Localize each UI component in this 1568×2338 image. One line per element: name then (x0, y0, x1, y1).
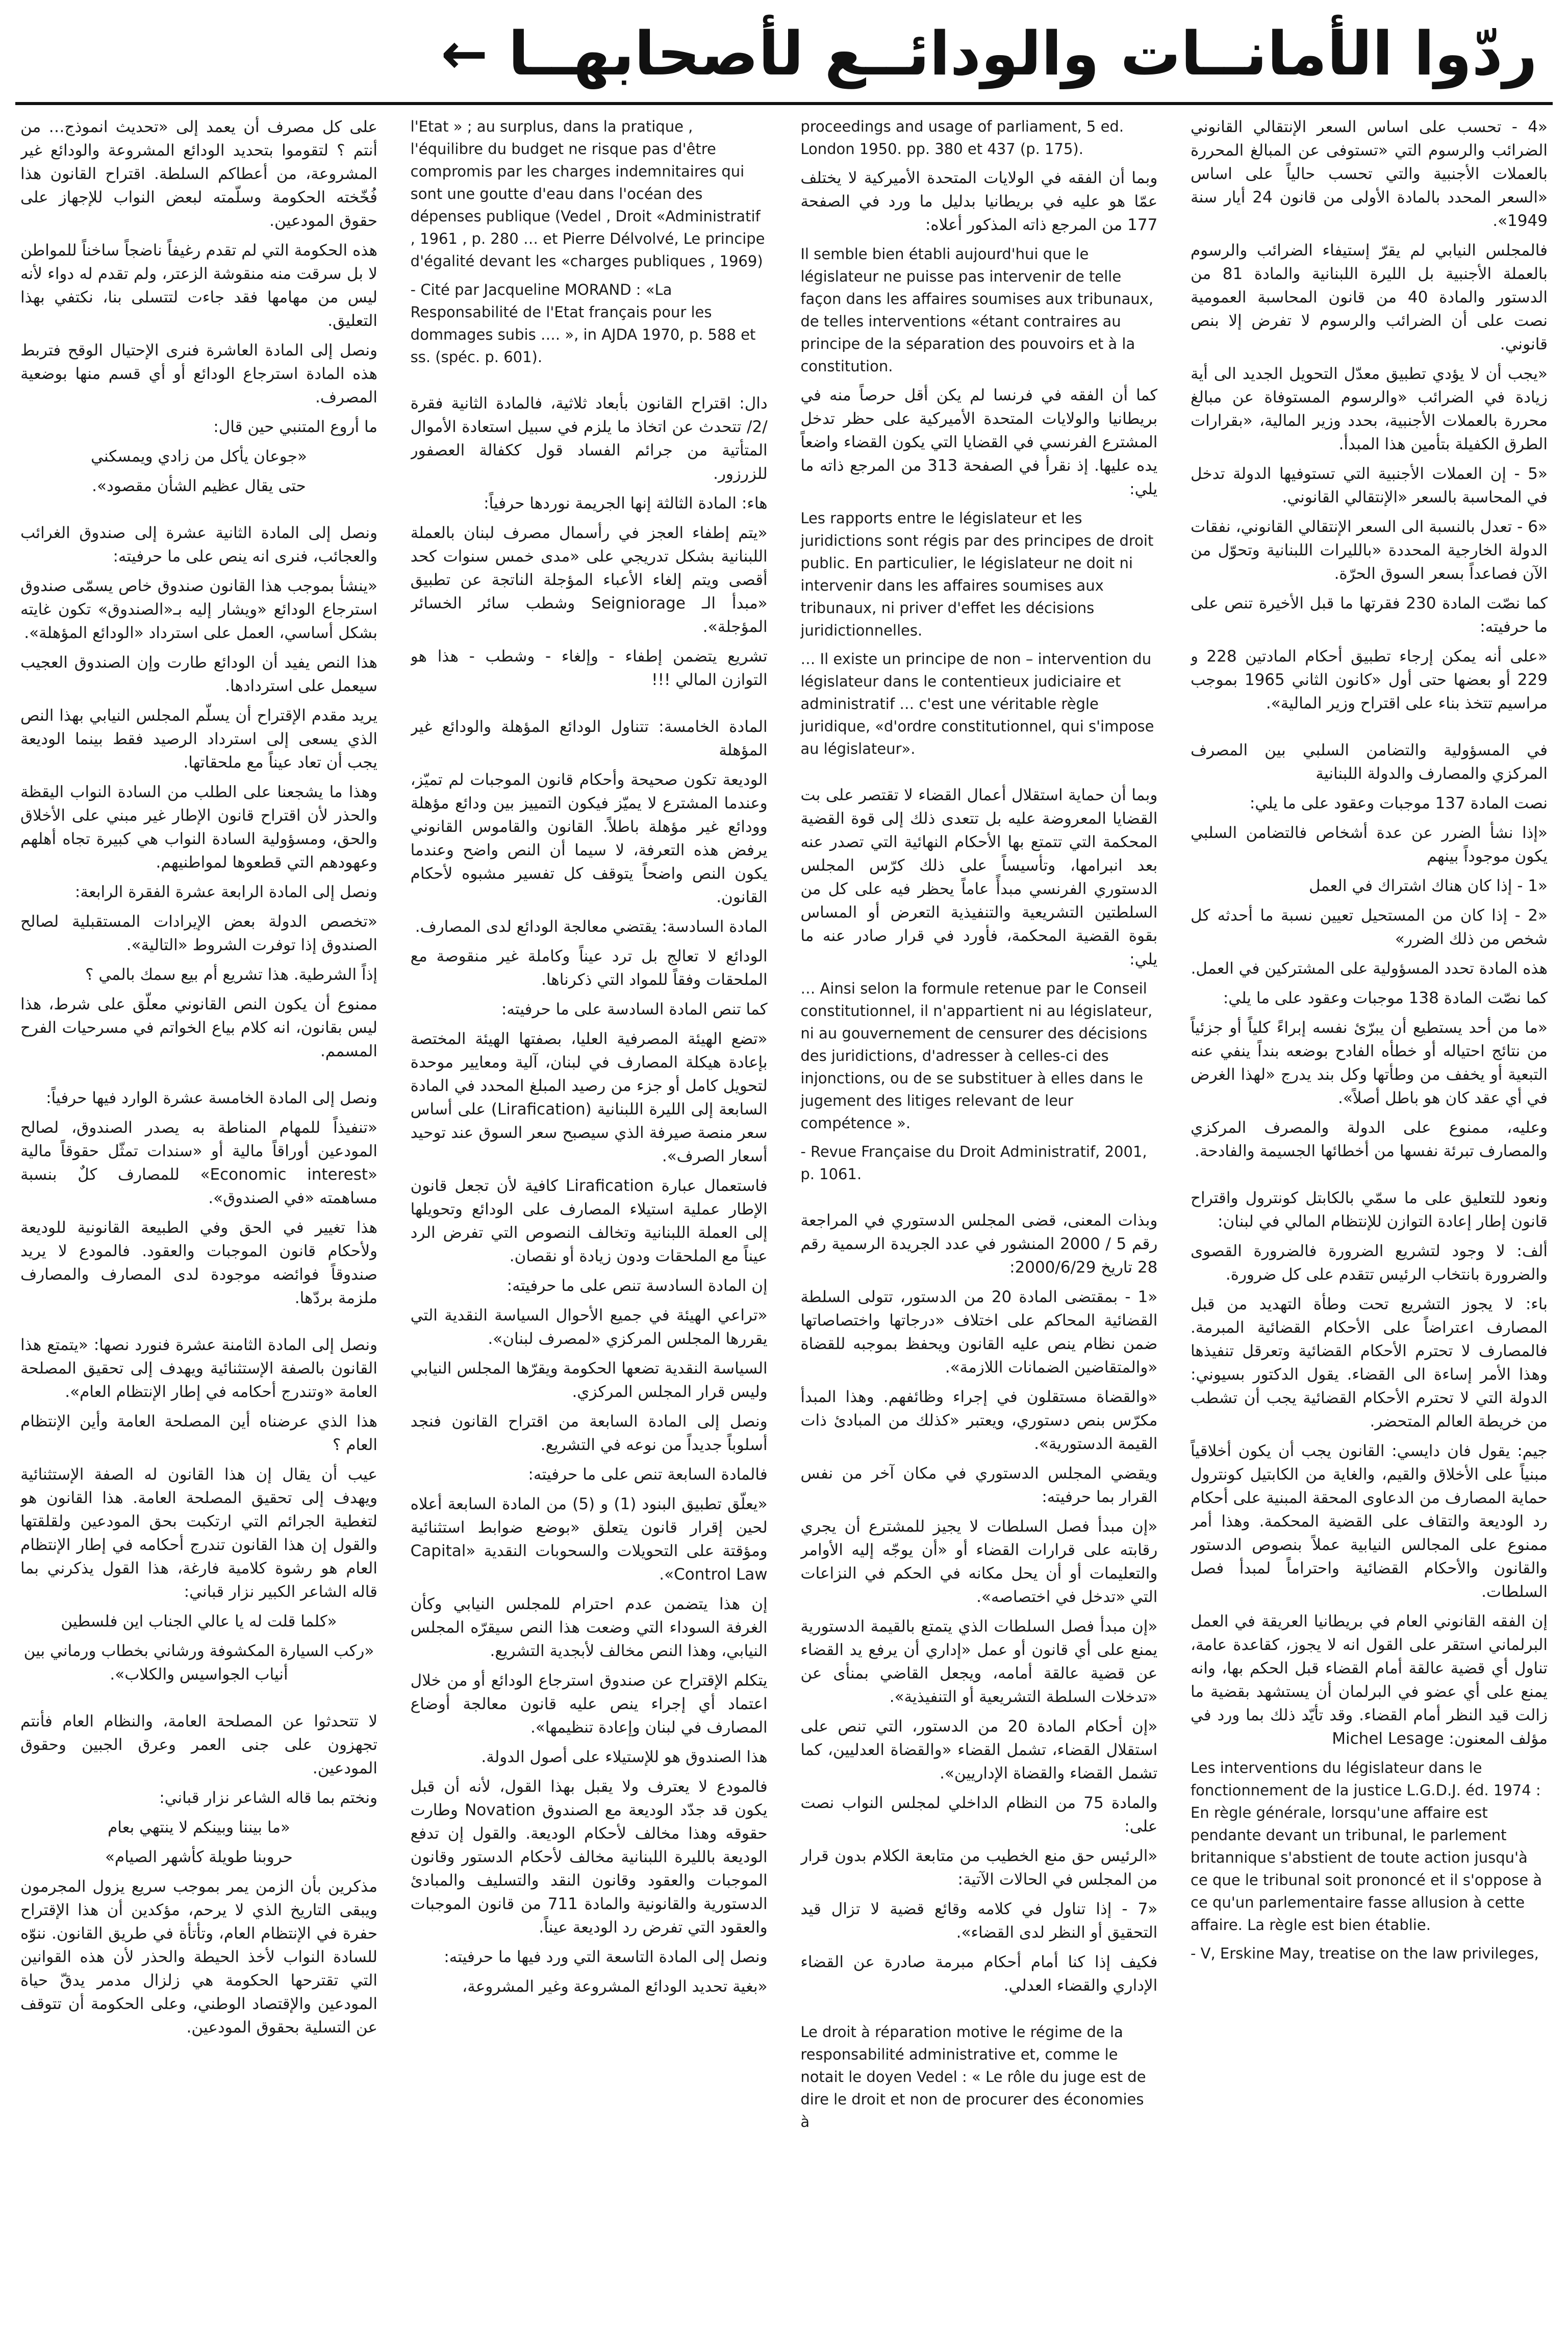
poem-verse: حتى يقال عظيم الشأن مقصود». (92, 477, 306, 495)
paragraph: فاستعمال عبارة Lirafication كافية لأن تجعل قانون الإطار عملية استيلاء المصارف على الودائع وتحويلها إلى العملة اللبنانية وتخالف النصوص التي تفرض الرد عيناً مع الملحقات ودون زيادة أو نقصان. (410, 1177, 768, 1265)
paragraph: كما نصّت المادة 230 فقرتها ما قبل الأخيرة تنص على ما حرفيته: (1190, 594, 1548, 636)
paragraph: «تخصص الدولة بعض الإيرادات المستقبلية لصالح الصندوق إذا توفرت الشروط «التالية». (20, 912, 377, 954)
paragraph-spacer (1191, 721, 1548, 739)
paragraph: هذا تغيير في الحق وفي الطبيعة القانونية للوديعة ولأحكام قانون الموجبات والعقود. فالمودع لا يريد صندوقاً فوائضه موجودة لدى المصارف والمصارف ملزمة بردّها. (20, 1218, 377, 1307)
paragraph: ونصل إلى المادة الثانية عشرة إلى صندوق الغرائب والعجائب، فنرى انه ينص على ما حرفيته: (20, 524, 377, 566)
paragraph: باء: لا يجوز التشريع تحت وطأة التهديد من قبل المصارف اعتراضاً على الأحكام القضائية المبرمة. فالمصارف لا تحترم الأحكام القضائية وتعرقل تنفيذها وهذا الأمر إساءة الى القضاء. يقول الدكتور بسيوني: الدولة التي لا تحترم الأحكام القضائية يجب أن تشطب من خريطة العالم المتحضر. (1190, 1295, 1548, 1431)
paragraph: ما أروع المتنبي حين قال: (213, 418, 377, 436)
paragraph: ونصل إلى المادة الرابعة عشرة الفقرة الرابعة: (74, 883, 377, 901)
paragraph: في المسؤولية والتضامن السلبي بين المصرف المركزي والمصارف والدولة اللبنانية (1190, 741, 1548, 783)
column-1 (1191, 115, 1548, 2324)
paragraph-spacer (1191, 1169, 1548, 1186)
paragraph: كما تنص المادة السادسة على ما حرفيته: (501, 1000, 768, 1019)
paragraph: إن هذا يتضمن عدم احترام للمجلس النيابي وكأن الغرفة السوداء التي وضعت هذا النص سيقرّه المجلس النيابي، وهذا النص مخالف لأبجدية التشريع. (410, 1595, 768, 1660)
paragraph: ونصل إلى المادة السابعة من اقتراح القانون فنجد أسلوباً جديداً من نوعه في التشريع. (410, 1412, 768, 1454)
paragraph: «تضع الهيئة المصرفية العليا، بصفتها الهيئة المختصة بإعادة هيكلة المصارف في لبنان، آلية ومعايير موحدة لتحويل كامل أو جزء من رصيد المبلغ المحدد في المادة السابعة إلى الليرة اللبنانية (Lirafication) على أساس سعر منصة صيرفة الذي سيصبح سعر السوق عند توحيد أسعار الصرف». (410, 1030, 768, 1165)
paragraph: يتكلم الإقتراح عن صندوق استرجاع الودائع أو من خلال اعتماد أي إجراء ينص عليه قانون معالجة أوضاع المصارف في لبنان وإعادة تنظيمها». (410, 1671, 768, 1737)
paragraph-spacer (20, 504, 377, 521)
paragraph: «إن مبدأ فصل السلطات لا يجيز للمشترع أن يجري رقابته على قرارات القضاء أو «أن يوجّه إليه الأوامر والتعليمات أو أن يحل مكانه في الحكم في النزاعات التي «تدخل في اختصاصه». (800, 1517, 1158, 1606)
paragraph: يريد مقدم الإقتراح أن يسلّم المجلس النيابي بهذا النص الذي يسعى إلى استرداد الرصيد فقط بينما الوديعة يجب أن تعاد عيناً مع ملحقاتها. (20, 706, 377, 772)
headline-rule (15, 102, 1553, 105)
paragraph: المادة الخامسة: تتناول الودائع المؤهلة والودائع غير المؤهلة (410, 718, 768, 759)
paragraph: ونختم بما قاله الشاعر نزار قباني: (159, 1789, 377, 1807)
paragraph: نصت المادة 137 موجبات وعقود على ما يلي: (1249, 794, 1548, 812)
paragraph: «الرئيس حق منع الخطيب من متابعة الكلام بدون قرار من المجلس في الحالات الآتية: (800, 1847, 1158, 1889)
paragraph: وبذات المعنى، قضى المجلس الدستوري في المراجعة رقم 5 / 2000 المنشور في عدد الجريدة الرسمية رقم 28 تاريخ 2000/6/29: (800, 1211, 1158, 1277)
paragraph: ونصل إلى المادة الخامسة عشرة الوارد فيها حرفياً: (46, 1089, 377, 1107)
paragraph: لا تتحدثوا عن المصلحة العامة، والنظام العام فأنتم تجهزون على جنى العمر وعرق الجبين وحقوق المودعين. (20, 1712, 377, 1777)
paragraph: «6 - تعدل بالنسبة الى السعر الإنتقالي القانوني، نفقات الدولة الخارجية المحددة «بالليرات اللبنانية وتحوّل من الآن فصاعداً بسعر السوق الحرّة. (1190, 518, 1548, 583)
headline (441, 15, 1537, 92)
paragraph: إن المادة السادسة تنص على ما حرفيته: (507, 1277, 768, 1295)
paragraph: - Revue Française du Droit Administratif, 2001, p. 1061. (800, 1143, 1147, 1183)
paragraph: ونعود للتعليق على ما سمّي بالكابتل كونترول واقتراح قانون إطار إعادة التوازن للإنتظام المالي في لبنان: (1190, 1189, 1548, 1231)
paragraph: ألف: لا وجود لتشريع الضرورة فالضرورة القصوى والضرورة بانتخاب الرئيس تتقدم على كل ضرورة. (1190, 1242, 1548, 1284)
column-4 (20, 115, 377, 2324)
paragraph: «والقضاة مستقلون في إجراء وظائفهم. وهذا المبدأ مكرّس بنص دستوري، ويعتبر «كذلك من المبادئ ذات القيمة الدستورية». (800, 1388, 1158, 1453)
paragraph: Il semble bien établi aujourd'hui que le législateur ne puisse pas intervenir de telle façon dans les affaires soumises aux tribunaux, de telles interventions «étant contraires au principe de la séparation des pouvoirs et à la constitution. (800, 245, 1154, 375)
paragraph: «إن مبدأ فصل السلطات الذي يتمتع بالقيمة الدستورية يمنع على أي قانون أو عمل «إداري أن يرفع يد القضاء عن قضية عالقة أمامه، ويجعل القاضي بمنأى عن «تدخلات السلطة التشريعية أو التنفيذية». (800, 1617, 1158, 1706)
paragraph-spacer (20, 1316, 377, 1333)
paragraph: «1 - إذا كان هناك اشتراك في العمل (1309, 877, 1548, 895)
paragraph: جيم: يقول فان دايسي: القانون يجب أن يكون أخلاقياً مبنياً على الأخلاق والقيم، والغاية من الكابتيل كونترول حماية المصارف من الدعاوى المحقة المبنية على أحكام رد الوديعة والتقاف على القضية المحكمة. وهذا أمر ممنوع على المجالس النيابية عملاً بنصوص الدستور والقانون والأحكام القضائية واحتراماً لمبدأ فصل السلطات. (1190, 1442, 1548, 1601)
paragraph: proceedings and usage of parliament, 5 ed. London 1950. pp. 380 et 437 (p. 175). (800, 118, 1124, 158)
paragraph: كما أن الفقه في فرنسا لم يكن أقل حرصاً منه في بريطانيا والولايات المتحدة الأميركية على حظر تدخل المشترع الفرنسي في القضايا التي يكون القضاء واضعاً يده عليها. إذ نقرأ في الصفحة 313 من المرجع ذاته ما يلي: (800, 386, 1158, 498)
paragraph: فالمادة السابعة تنص على ما حرفيته: (528, 1465, 768, 1484)
paragraph: فالمودع لا يعترف ولا يقبل بهذا القول، لأنه أن قبل يكون قد جدّد الوديعة مع الصندوق Novation وطارت حقوقه وهذا مخالف لأحكام الوديعة. والقول إن تدفع الوديعة بالليرة اللبنانية مخالف لأحكام الدستور وقانون الموجبات والعقود وقانون النقد والتسليف والمبادئ الدستورية والقانونية والمادة 711 من قانون الموجبات والعقود التي تفرض رد الوديعة عيناً. (410, 1777, 768, 1937)
article-columns (20, 115, 1548, 2324)
paragraph: تشريع يتضمن إطفاء - وإلغاء - وشطب - هذا هو التوازن المالي !!! (410, 647, 768, 689)
paragraph: هذا الذي عرضناه أين المصلحة العامة وأين الإنتظام العام ؟ (20, 1412, 377, 1454)
paragraph: فالمجلس النيابي لم يقرّ إستيفاء الضرائب والرسوم بالعملة الأجنبية بل الليرة اللبنانية والمادة 81 من الدستور والمادة 40 من قانون المحاسبة العمومية نصت على أن الضرائب والرسوم لا تفرض إلا بنص قانوني. (1190, 241, 1548, 353)
paragraph: Le droit à réparation motive le régime de la responsabilité administrative et, comme le notait le doyen Vedel : « Le rôle du juge est de dire le droit et non de procurer des économies à (800, 2023, 1146, 2130)
paragraph: Les rapports entre le législateur et les juridictions sont régis par des principes de droit public. En particulier, le législateur ne doit ni intervenir dans les affaires soumises aux tribunaux, ni priver d'effet les décisions juridictionnelles. (800, 510, 1154, 639)
paragraph: على كل مصرف أن يعمد إلى «تحديث انموذج… من أنتم ؟ لتقوموا بتحديد الودائع المشروعة والودائع غير المشروعة، من أعطاكم السلطة. اقتراح القانون هذا فُخّخته الحكومة وسلّمته لبعض النواب للإجهاز على حقوق المودعين. (20, 118, 377, 230)
paragraph: «1 - بمقتضى المادة 20 من الدستور، تتولى السلطة القضائية المحاكم على اختلاف «درجاتها واختصاصاتها ضمن نظام ينص عليه القانون ويحفظ بموجبه للقضاة «والمتقاضين الضمانات اللازمة». (800, 1288, 1158, 1377)
paragraph: هذه المادة تحدد المسؤولية على المشتركين في العمل. (1191, 959, 1548, 978)
paragraph: «تراعي الهيئة في جميع الأحوال السياسة النقدية التي يقررها المجلس المركزي «لمصرف لبنان». (410, 1306, 768, 1348)
paragraph: إن الفقه القانوني العام في بريطانيا العريقة في العمل البرلماني استقر على القول انه لا يجوز، كقاعدة عامة، تناول أي قضية عالقة أمام القضاء قبل الحكم بها، وانه يمنع على أي عضو في البرلمان أن يستشهد بقضية ما زالت قيد النظر أمام القضاء. وقد تأيّد ذلك بما ورد في مؤلف المعنون: Michel Lesage (1190, 1612, 1548, 1748)
paragraph: ويقضي المجلس الدستوري في مكان آخر من نفس القرار بما حرفيته: (800, 1464, 1158, 1506)
paragraph: ممنوع أن يكون النص القانوني معلّق على شرط، هذا ليس بقانون، انه كلام بياع الخواتم في مسرحيات الفرح المسمم. (20, 995, 377, 1060)
paragraph: «بغية تحديد الودائع المشروعة وغير المشروعة، (462, 1977, 768, 1996)
paragraph: والمادة 75 من النظام الداخلي لمجلس النواب نصت على: (800, 1794, 1158, 1836)
paragraph: السياسة النقدية تضعها الحكومة ويقرّها المجلس النيابي وليس قرار المجلس المركزي. (410, 1359, 768, 1401)
paragraph-spacer (20, 1692, 377, 1710)
paragraph: - V, Erskine May, treatise on the law privileges, (1190, 1945, 1539, 1962)
headline-arrow-icon: ← (441, 21, 488, 86)
paragraph: … Il existe un principe de non – intervention du législateur dans le contentieux judiciaire et administratif … c'est une véritable règle juridique, «d'ordre constitutionnel, qui s'impose au législateur». (800, 650, 1154, 757)
paragraph: «ما من أحد يستطيع أن يبرّئ نفسه إبراءً كلياً أو جزئياً من نتائج احتياله أو خطأه الفادح بوضعه بنداً ينفي عنه التبعية أو يخفف من وطأتها وكل بند يدرج «لهذا الغرض في أي عقد كان هو باطل أصلاً». (1190, 1019, 1548, 1107)
paragraph: ونصل إلى المادة التاسعة التي ورد فيها ما حرفيته: (444, 1948, 768, 1966)
paragraph: ونصل إلى المادة العاشرة فنرى الإحتيال الوقح فتربط هذه المادة استرجاع الودائع أو أي قسم منها بوضعية المصرف. (20, 341, 377, 406)
paragraph-spacer (800, 2003, 1157, 2021)
poem-verse: «ركب السيارة المكشوفة ورشاني بخطاب ورماني بين أنياب الجواسيس والكلاب». (23, 1642, 374, 1684)
paragraph: هذا النص يفيد أن الودائع طارت وإن الصندوق العجيب سيعمل على استردادها. (20, 653, 377, 695)
paragraph: هذه الحكومة التي لم تقدم رغيفاً ناضجاً ساخناً للمواطن لا بل سرقت منه منقوشة الزعتر، ولم تقدم له دواء لأنه ليس من مهامها فقد جاءت لتتسلى بنا، نكتفي بهذا التعليق. (20, 241, 377, 330)
paragraph-spacer (411, 374, 768, 392)
paragraph: «يتم إطفاء العجز في رأسمال مصرف لبنان بالعملة اللبنانية بشكل تدريجي على «مدى خمس سنوات كحد أقصى ويتم إلغاء الأعباء المؤجلة الناتجة عن تطبيق «مبدأ الـ Seigniorage وشطب سائر الخسائر المؤجلة». (410, 524, 768, 636)
paragraph: «ينشأ بموجب هذا القانون صندوق خاص يسمّى صندوق استرجاع الودائع «ويشار إليه بـ«الصندوق» تكون غايته بشكل أساسي، العمل على استرداد «الودائع المؤهلة». (20, 577, 377, 642)
paragraph: فكيف إذا كنا أمام أحكام مبرمة صادرة عن القضاء الإداري والقضاء العدلي. (800, 1953, 1158, 1995)
paragraph-spacer (800, 766, 1157, 783)
paragraph: عيب أن يقال إن هذا القانون له الصفة الإستثنائية ويهدف إلى تحقيق المصلحة العامة. هذا القانون هو لتغطية الجرائم التي ارتكبت بحق المودعين ولقلقتها والقول إن هذا القانون تندرج أحكامه في إطار الإنتظام العام هو رشوة كلامية فارغة، هذا القول يذكرني بما قاله الشاعر الكبير نزار قباني: (20, 1465, 377, 1601)
paragraph: وبما أن الفقه في الولايات المتحدة الأميركية لا يختلف عمّا هو عليه في بريطانيا بدليل ما ورد في الصفحة 177 من المرجع ذاته المذكور أعلاه: (800, 169, 1158, 234)
paragraph-spacer (411, 698, 768, 715)
paragraph: الودائع لا تعالج بل ترد عيناً وكاملة غير منقوصة مع الملحقات وفقاً للمواد التي ذكرناها. (410, 947, 768, 989)
paragraph: هاء: المادة الثالثة إنها الجريمة نوردها حرفياً: (484, 494, 768, 513)
headline-title: ردّوا الأمانــات والودائــع لأصحابهــا (508, 18, 1537, 89)
paragraph: وعليه، ممنوع على الدولة والمصرف المركزي والمصارف تبرئة نفسها من أخطائها الجسيمة والفادحة. (1190, 1119, 1548, 1160)
poem-verse: «جوعان يأكل من زادي ويمسكني (91, 447, 307, 466)
paragraph: كما نصّت المادة 138 موجبات وعقود على ما يلي: (1223, 989, 1548, 1007)
paragraph: «على أنه يمكن إرجاء تطبيق أحكام المادتين 228 و 229 أو بعضها حتى أول «كانون الثاني 1965 بموجب مراسيم تتخذ بناء على اقتراح وزير المالية». (1190, 647, 1548, 713)
poem-verse: «ما بيننا وبينكم لا ينتهي بعام (108, 1818, 290, 1837)
paragraph-spacer (800, 1191, 1157, 1209)
paragraph: هذا الصندوق هو للإستيلاء على أصول الدولة. (481, 1748, 768, 1766)
paragraph: دال: اقتراح القانون بأبعاد ثلاثية، فالمادة الثانية فقرة /2/ تتحدث عن اتخاذ ما يلزم في سبيل استعادة الأموال المتأتية من جرائم الفساد قول ككفالة العصفور للزرزور. (410, 394, 768, 483)
column-2 (800, 115, 1157, 2324)
paragraph: ونصل إلى المادة الثامنة عشرة فنورد نصها: «يتمتع هذا القانون بالصفة الإستثنائية ويهدف إلى تحقيق المصلحة العامة «وتندرج أحكامه في إطار الإنتظام العام». (20, 1336, 377, 1401)
paragraph: «2 - إذا كان من المستحيل تعيين نسبة ما أحدثه كل شخص من ذلك الضرر» (1190, 906, 1548, 948)
paragraph: وهذا ما يشجعنا على الطلب من السادة النواب اليقظة والحذر لأن اقتراح قانون الإطار غير مبني على الأخلاق والحق، ومسؤولية السادة النواب هي كبيرة تجاه أهلهم وعهودهم التي قطعوها لمواطنيهم. (20, 783, 377, 872)
paragraph: «تنفيذاً للمهام المناطة به يصدر الصندوق، لصالح المودعين أوراقاً مالية أو «سندات تمثّل حقوقاً مالية «Economic interest» للمصارف كلٌ بنسبة مساهمته «في الصندوق». (20, 1119, 377, 1207)
paragraph: «يجب أن لا يؤدي تطبيق معدّل التحويل الجديد الى أية زيادة في الضرائب «والرسوم المستوفاة عن مبالغ محررة بالعملات الأجنبية، بحدد وزير المالية، «بقرارات الطرق الكفيلة بتأمين هذا المبدأ. (1190, 365, 1548, 453)
paragraph: «4 - تحسب على اساس السعر الإنتقالي القانوني الضرائب والرسوم التي «تستوفى عن المبالغ المحررة بالعملات الأجنبية والتي تحسب حالياً على اساس «السعر المحدد بالمادة الأولى من قانون 24 أيار سنة 1949». (1190, 118, 1548, 230)
paragraph: - Cité par Jacqueline MORAND : «La Responsabilité de l'Etat français pour les dommages subis …. », in AJDA 1970, p. 588 et ss. (spéc. p. 601). (410, 281, 756, 366)
paragraph: إذاً الشرطية. هذا تشريع أم بيع سمك بالمي ؟ (85, 965, 377, 984)
paragraph: مذكرين بأن الزمن يمر بموجب سريع يزول المجرمون ويبقى التاريخ الذي لا يرحم، مؤكدين أن هذا الإقتراح حفرة في الإنتظام العام، وتأتأة في طريق القانون. ننوّه للسادة النواب لأخذ الحيطة والحذر لأن هذه القوانين التي تقترحها الحكومة هي زلزال مدمر يدقّ حياة المودعين والإقتصاد الوطني، وعلى الحكومة أن تتوقف عن التسلية بحقوق المودعين. (20, 1877, 377, 2037)
poem-verse: حروبنا طويلة كأشهر الصيام» (105, 1848, 293, 1866)
paragraph: وبما أن حماية استقلال أعمال القضاء لا تقتصر على بت القضايا المعروضة عليه بل تتعدى ذلك إلى قوة القضية المحكمة التي تتمتع بها الأحكام النهائية التي تصدر عنه بعد انبرامها، وتأسيساً على ذلك كرّس المجلس الدستوري الفرنسي مبدأً عاماً يحظر فيه على كل من السلطتين التشريعية والتنفيذية التعرض أو المساس بقوة القضية المحكمة، فأورد في قرار صادر عنه ما يلي: (800, 786, 1158, 969)
paragraph: «إذا نشأ الضرر عن عدة أشخاص فالتضامن السلبي يكون موجوداً بينهم (1190, 824, 1548, 866)
paragraph: «7 - إذا تناول في كلامه وقائع قضية لا تزال قيد التحقيق أو النظر لدى القضاء». (800, 1900, 1158, 1942)
column-3 (411, 115, 768, 2324)
paragraph-spacer (20, 1069, 377, 1086)
paragraph: «إن أحكام المادة 20 من الدستور، التي تنص على استقلال القضاء، تشمل القضاء «والقضاة العدليين، كما تشمل القضاء والقضاة الإداريين». (800, 1717, 1158, 1783)
paragraph: l'Etat » ; au surplus, dans la pratique , l'équilibre du budget ne risque pas d'être compromis par les charges indemnitaires qui sont une goutte d'eau dans l'océan des dépenses publique (Vedel , Droit «Administratif , 1961 , p. 280 … et Pierre Délvolvé, Le principe d'égalité devant les «charges publiques , 1969) (410, 118, 765, 270)
paragraph: المادة السادسة: يقتضي معالجة الودائع لدى المصارف. (415, 918, 768, 936)
paragraph: «5 - إن العملات الأجنبية التي تستوفيها الدولة تدخل في المحاسبة بالسعر «الإنتقالي القانوني. (1190, 465, 1548, 506)
paragraph: الوديعة تكون صحيحة وأحكام قانون الموجبات لم تميّز، وعندما المشترع لا يميّز فيكون التمييز بين ودائع مؤهلة وودائع غير مؤهلة باطلاً. القانون والقاموس القانوني يرفض هذه التعرفة، لا سيما أن النص واضح وعندما يكون النص واضحاً يتوقف كل تفسير مشبوه لأحكام القانون. (410, 771, 768, 906)
paragraph: Les interventions du législateur dans le fonctionnement de la justice L.G.D.J. éd. 1974 : En règle générale, lorsqu'une affaire est pendante devant un tribunal, le parlement britannique s'abstient de toute action jusqu'à ce que le tribunal soit prononcé et il s'oppose à ce qu'un parlementaire fasse allusion à cette affaire. La règle est bien établie. (1190, 1759, 1542, 1934)
paragraph: … Ainsi selon la formule retenue par le Conseil constitutionnel, il n'appartient ni au législateur, ni au gouvernement de censurer des décisions des juridictions, d'adresser à celles-ci des injonctions, ou de se substituer à elles dans le jugement des litiges relevant de leur compétence ». (800, 980, 1153, 1132)
poem-verse: «كلما قلت له يا عالي الجناب اين فلسطين (61, 1612, 337, 1631)
paragraph: «يعلّق تطبيق البنود (1) و (5) من المادة السابعة أعلاه لحين إقرار قانون يتعلق «بوضع ضوابط استثنائية ومؤقتة على التحويلات والسحوبات النقدية «Capital Control Law». (410, 1495, 768, 1584)
